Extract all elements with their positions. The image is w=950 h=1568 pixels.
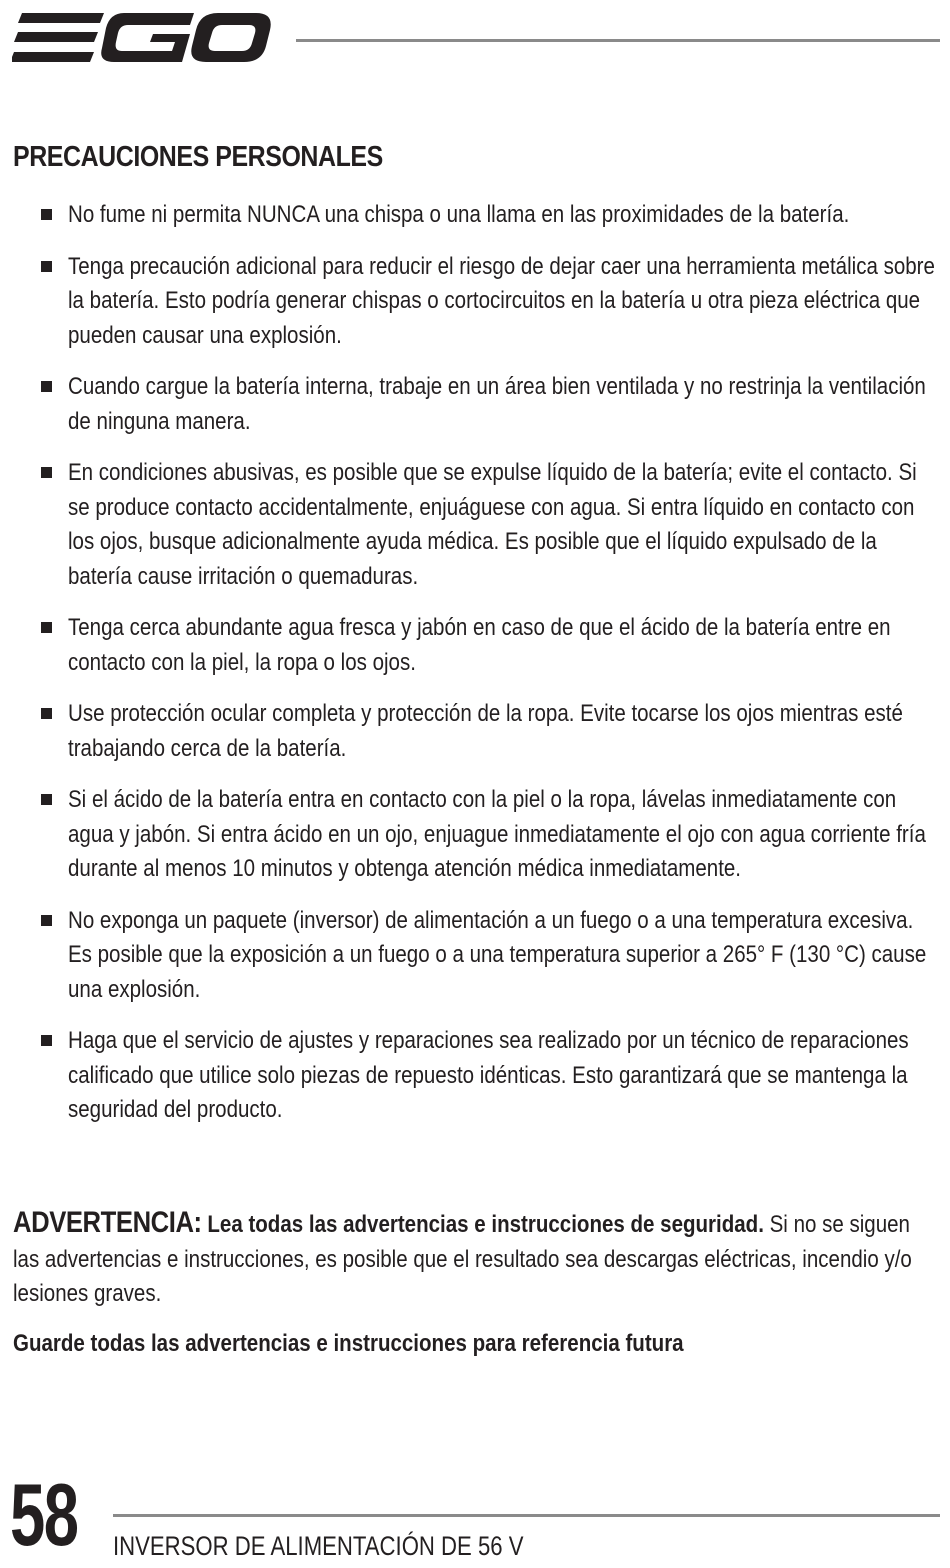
list-item-text: No fume ni permita NUNCA una chispa o una llama en las proximidades de la batería. (68, 201, 850, 228)
section-title: PRECAUCIONES PERSONALES (13, 141, 383, 173)
list-item (0, 1024, 950, 1128)
list-item (0, 198, 950, 233)
square-bullet-icon (41, 622, 52, 633)
square-bullet-icon (41, 794, 52, 805)
square-bullet-icon (41, 708, 52, 719)
list-item-text: Haga que el servicio de ajustes y reparaciones sea realizado por un técnico de reparaciones calificado que utilice solo piezas de repuesto idénticas. Esto garantizará que se mantenga la seguridad del producto. (68, 1027, 909, 1123)
list-item (0, 697, 950, 766)
warning-paragraph (13, 1206, 932, 1312)
list-item-text: Tenga cerca abundante agua fresca y jabón en caso de que el ácido de la batería entre en contacto con la piel, la ropa o los ojos. (68, 614, 891, 676)
list-item (0, 611, 950, 680)
square-bullet-icon (41, 467, 52, 478)
footer-title: INVERSOR DE ALIMENTACIÓN DE 56 V (113, 1531, 524, 1561)
page-number: 58 (10, 1465, 78, 1564)
square-bullet-icon (41, 1035, 52, 1046)
list-item-text: Use protección ocular completa y protección de la ropa. Evite tocarse los ojos mientras esté trabajando cerca de la batería. (68, 700, 903, 762)
warning-bold-text: Lea todas las advertencias e instrucciones de seguridad. (207, 1211, 764, 1238)
list-item-text: Si el ácido de la batería entra en contacto con la piel o la ropa, lávelas inmediatamente con agua y jabón. Si entra ácido en un ojo, enjuague inmediatamente el ojo con agua corriente fría durante al menos 10 minutos y obtenga atención médica inmediatamente. (68, 786, 926, 882)
square-bullet-icon (41, 261, 52, 272)
list-item (0, 904, 950, 1008)
list-item (0, 456, 950, 594)
list-item-text: Tenga precaución adicional para reducir el riesgo de dejar caer una herramienta metálica sobre la batería. Esto podría generar chispas o cortocircuitos en la batería u otra pieza eléctrica que pueden causar una explosión. (68, 252, 935, 349)
square-bullet-icon (41, 915, 52, 926)
footer-rule (113, 1514, 940, 1517)
list-item (0, 370, 950, 439)
ego-logo (12, 10, 272, 70)
header-rule (296, 39, 940, 42)
list-item-text: En condiciones abusivas, es posible que se expulse líquido de la batería; evite el contacto. Si se produce contacto accidentalmente, enjuáguese con agua. Si entra líquido en contacto con los ojos, busque adicionalmente ayuda médica. Es posible que el líquido expulsado de la batería cause irritación o quemaduras. (68, 459, 917, 590)
warning-text: Si no se siguen las advertencias e instrucciones, es posible que el resultado sea descargas eléctricas, incendio y/o lesiones graves. (13, 1211, 912, 1307)
precautions-list (0, 198, 950, 1145)
save-instructions-note: Guarde todas las advertencias e instrucciones para referencia futura (13, 1330, 684, 1357)
list-item-text: Cuando cargue la batería interna, trabaje en un área bien ventilada y no restrinja la ventilación de ninguna manera. (68, 373, 926, 435)
square-bullet-icon (41, 381, 52, 392)
list-item-text: No exponga un paquete (inversor) de alimentación a un fuego o a una temperatura excesiva. Es posible que la exposición a un fuego o a una temperatura superior a 265° F (130 °C) cause una explosión. (68, 906, 927, 1003)
list-item (0, 250, 950, 354)
square-bullet-icon (41, 209, 52, 220)
warning-label: ADVERTENCIA: (13, 1206, 202, 1239)
list-item (0, 783, 950, 887)
